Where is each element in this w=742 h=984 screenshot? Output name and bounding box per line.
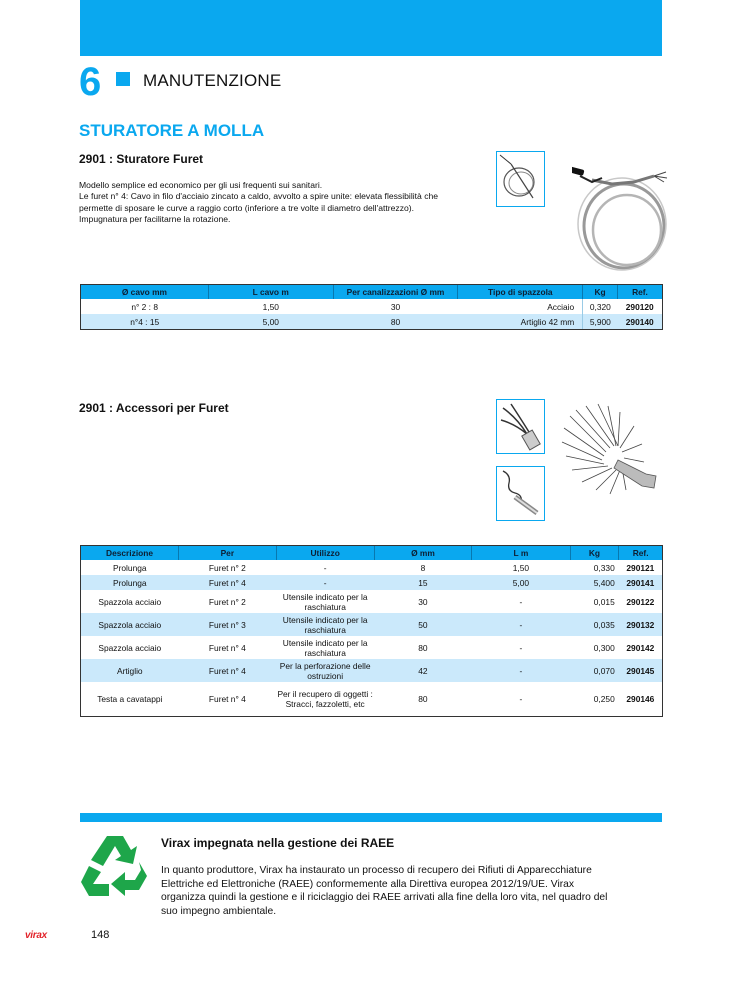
cell: 290146 [619,682,663,717]
page-number: 148 [91,929,110,941]
furet-spec-table [80,284,663,330]
cell: 5,00 [208,314,333,330]
description-line: permette di sposare le curve a raggio corto (inferiore a tre volte il diametro dell'attrezzo). [79,202,415,213]
product-description [79,180,479,226]
section-title: STURATORE A MOLLA [79,121,265,140]
cell: 290145 [619,659,663,682]
table-row [81,636,663,659]
col-header: Tipo di spazzola [458,285,583,300]
top-color-band [80,0,662,56]
cell: Per il recupero di oggetti : Stracci, fazzoletti, etc [276,682,374,717]
raee-line: suo impegno ambientale. [161,905,277,917]
cell: 290141 [619,575,663,590]
product-title: 2901 : Sturatore Furet [79,152,204,166]
cell: 30 [333,299,458,314]
cell: n°4 : 15 [81,314,209,330]
virax-logo: virax [25,930,47,941]
cell: - [276,575,374,590]
cell: Furet n° 4 [179,682,277,717]
cell: 30 [374,590,472,613]
col-header: L m [472,546,570,561]
table-header-row [81,546,663,561]
cell: 8 [374,560,472,575]
col-header: Per canalizzazioni Ø mm [333,285,458,300]
corkscrew-accessory-image [496,466,545,521]
cell: Utensile indicato per la raschiatura [276,636,374,659]
raee-title: Virax impegnata nella gestione dei RAEE [161,836,395,850]
table-row [81,613,663,636]
cell: 42 [374,659,472,682]
cell: - [472,590,570,613]
raee-line: Elettriche ed Elettroniche (RAEE) conformemente alla Direttiva europea 2012/19/UE. Virax [161,878,575,890]
steel-brush-image [560,402,662,502]
cell: Furet n° 3 [179,613,277,636]
cell: 0,070 [570,659,619,682]
cell: - [472,613,570,636]
col-header: Ø cavo mm [81,285,209,300]
cell: n° 2 : 8 [81,299,209,314]
cell: 0,300 [570,636,619,659]
description-line: Impugnatura per facilitarne la rotazione. [79,214,231,225]
cell: Spazzola acciaio [81,636,179,659]
table-row [81,299,663,314]
cell: 80 [374,682,472,717]
cell: 80 [333,314,458,330]
cell: 1,50 [208,299,333,314]
cell: 290122 [619,590,663,613]
cell: Utensile indicato per la raschiatura [276,613,374,636]
cell: 0,330 [570,560,619,575]
chapter-title: MANUTENZIONE [143,71,282,90]
cell: Testa a cavatappi [81,682,179,717]
raee-line: organizza quindi la gestione e il riciclaggio dei RAEE arrivati alla fine della loro vita, nel quadro del [161,892,608,904]
cell: Prolunga [81,560,179,575]
recycle-icon [79,832,151,902]
cell: 15 [374,575,472,590]
cell: Furet n° 4 [179,636,277,659]
col-header: Descrizione [81,546,179,561]
accessories-table [80,545,663,717]
cell: 0,035 [570,613,619,636]
table-row [81,659,663,682]
cell: 290120 [617,299,662,314]
col-header: Ref. [617,285,662,300]
col-header: Ø mm [374,546,472,561]
table-row [81,560,663,575]
col-header: L cavo m [208,285,333,300]
cell: Artiglio [81,659,179,682]
cell: Acciaio [458,299,583,314]
accessories-title: 2901 : Accessori per Furet [79,401,229,415]
cell: 5,00 [472,575,570,590]
cell: Furet n° 2 [179,560,277,575]
col-header: Ref. [619,546,663,561]
chapter-number: 6 [79,60,102,104]
cell: Per la perforazione delle ostruzioni [276,659,374,682]
cell: 5,400 [570,575,619,590]
cell: 290142 [619,636,663,659]
raee-line: In quanto produttore, Virax ha instaurato un processo di recupero dei Rifiuti di Apparecchiature [161,865,592,876]
table-row [81,314,663,330]
table-header-row [81,285,663,300]
cell: 290140 [617,314,662,330]
cell: 0,320 [583,299,618,314]
cell: Artiglio 42 mm [458,314,583,330]
bottom-color-band [80,813,662,822]
table-row [81,590,663,613]
cell: Spazzola acciaio [81,590,179,613]
cell: - [472,636,570,659]
cell: Furet n° 4 [179,659,277,682]
cell: 0,250 [570,682,619,717]
cell: 290121 [619,560,663,575]
furet-thumbnail-image [496,151,545,207]
raee-text [161,864,661,918]
claw-accessory-image [496,399,545,454]
cell: - [472,659,570,682]
col-header: Kg [570,546,619,561]
col-header: Kg [583,285,618,300]
cell: 50 [374,613,472,636]
col-header: Utilizzo [276,546,374,561]
col-header: Per [179,546,277,561]
furet-product-image [572,158,672,288]
cell: 80 [374,636,472,659]
chapter-square-icon [116,72,130,86]
cell: 290132 [619,613,663,636]
description-line: Modello semplice ed economico per gli usi frequenti sui sanitari. [79,180,323,190]
cell: 5,900 [583,314,618,330]
table-row [81,682,663,717]
cell: Furet n° 2 [179,590,277,613]
description-line: Le furet n° 4: Cavo in filo d'acciaio zincato a caldo, avvolto a spire unite: elevata flessibilità che [79,191,439,202]
cell: 1,50 [472,560,570,575]
cell: Spazzola acciaio [81,613,179,636]
cell: 0,015 [570,590,619,613]
cell: Utensile indicato per la raschiatura [276,590,374,613]
cell: Furet n° 4 [179,575,277,590]
cell: - [276,560,374,575]
cell: Prolunga [81,575,179,590]
table-row [81,575,663,590]
cell: - [472,682,570,717]
